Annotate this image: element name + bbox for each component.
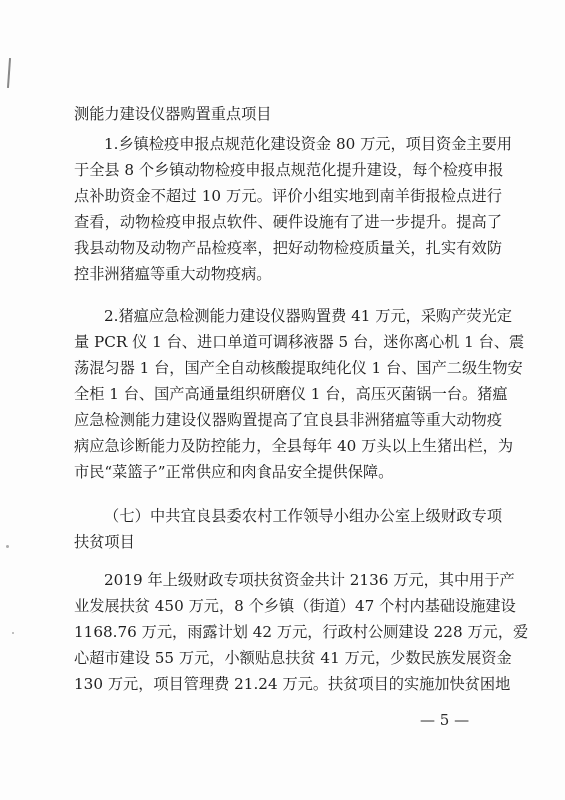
text-line: 查看，动物检疫申报点软件、硬件设施有了进一步提升。提高了 bbox=[74, 213, 502, 231]
scan-speck bbox=[6, 545, 9, 548]
text-line: 业发展扶贫 450 万元，8 个乡镇（街道）47 个村内基础设施建设 bbox=[74, 597, 516, 615]
paragraph-poverty-funds bbox=[74, 567, 529, 697]
text-line: 扶贫项目 bbox=[74, 533, 135, 551]
text-line: 2019 年上级财政专项扶贫资金共计 2136 万元，其中用于产 bbox=[104, 571, 515, 589]
section-heading-seven bbox=[74, 503, 502, 555]
text-line: 我县动物及动物产品检疫率，把好动物检疫质量关，扎实有效防 bbox=[74, 239, 502, 257]
text-line: 荡混匀器 1 台，国产全自动核酸提取纯化仪 1 台、国产二级生物安 bbox=[74, 359, 523, 377]
text-line: 病应急诊断能力及防控能力，全县每年 40 万头以上生猪出栏，为 bbox=[74, 437, 514, 455]
paragraph-swine-fever-equipment bbox=[74, 303, 525, 485]
paragraph-inspection-points bbox=[74, 131, 512, 287]
text-line: （七）中共宜良县委农村工作领导小组办公室上级财政专项 bbox=[104, 507, 502, 525]
text-line: 测能力建设仪器购置重点项目 bbox=[74, 105, 272, 123]
text-line: 130 万元，项目管理费 21.24 万元。扶贫项目的实施加快贫困地 bbox=[74, 675, 511, 693]
margin-pen-mark bbox=[7, 58, 11, 88]
text-line: 控非洲猪瘟等重大动物疫病。 bbox=[74, 265, 272, 283]
text-line: 市民“菜篮子”正常供应和肉食品安全提供保障。 bbox=[74, 463, 394, 481]
text-line: 应急检测能力建设仪器购置提高了宜良县非洲猪瘟等重大动物疫 bbox=[74, 411, 502, 429]
text-line: 于全县 8 个乡镇动物检疫申报点规范化提升建设，每个检疫申报 bbox=[74, 161, 504, 179]
text-line: 全柜 1 台、国产高通量组织研磨仪 1 台，高压灭菌锅一台。猪瘟 bbox=[74, 385, 508, 403]
text-line: 1.乡镇检疫申报点规范化建设资金 80 万元，项目资金主要用 bbox=[104, 135, 512, 153]
text-line: 2.猪瘟应急检测能力建设仪器购置费 41 万元，采购产荧光定 bbox=[104, 307, 512, 325]
page-number: — 5 — bbox=[420, 711, 470, 729]
heading-continuation bbox=[74, 101, 502, 127]
text-line: 量 PCR 仪 1 台、进口单道可调移液器 5 台，迷你离心机 1 台、震 bbox=[74, 333, 525, 351]
text-line: 1168.76 万元，雨露计划 42 万元，行政村公厕建设 228 万元，爱 bbox=[74, 623, 529, 641]
text-line: 心超市建设 55 万元，小额贴息扶贫 41 万元，少数民族发展资金 bbox=[74, 649, 512, 667]
scan-speck bbox=[12, 632, 14, 634]
text-line: 点补助资金不超过 10 万元。评价小组实地到南羊街报检点进行 bbox=[74, 187, 502, 205]
